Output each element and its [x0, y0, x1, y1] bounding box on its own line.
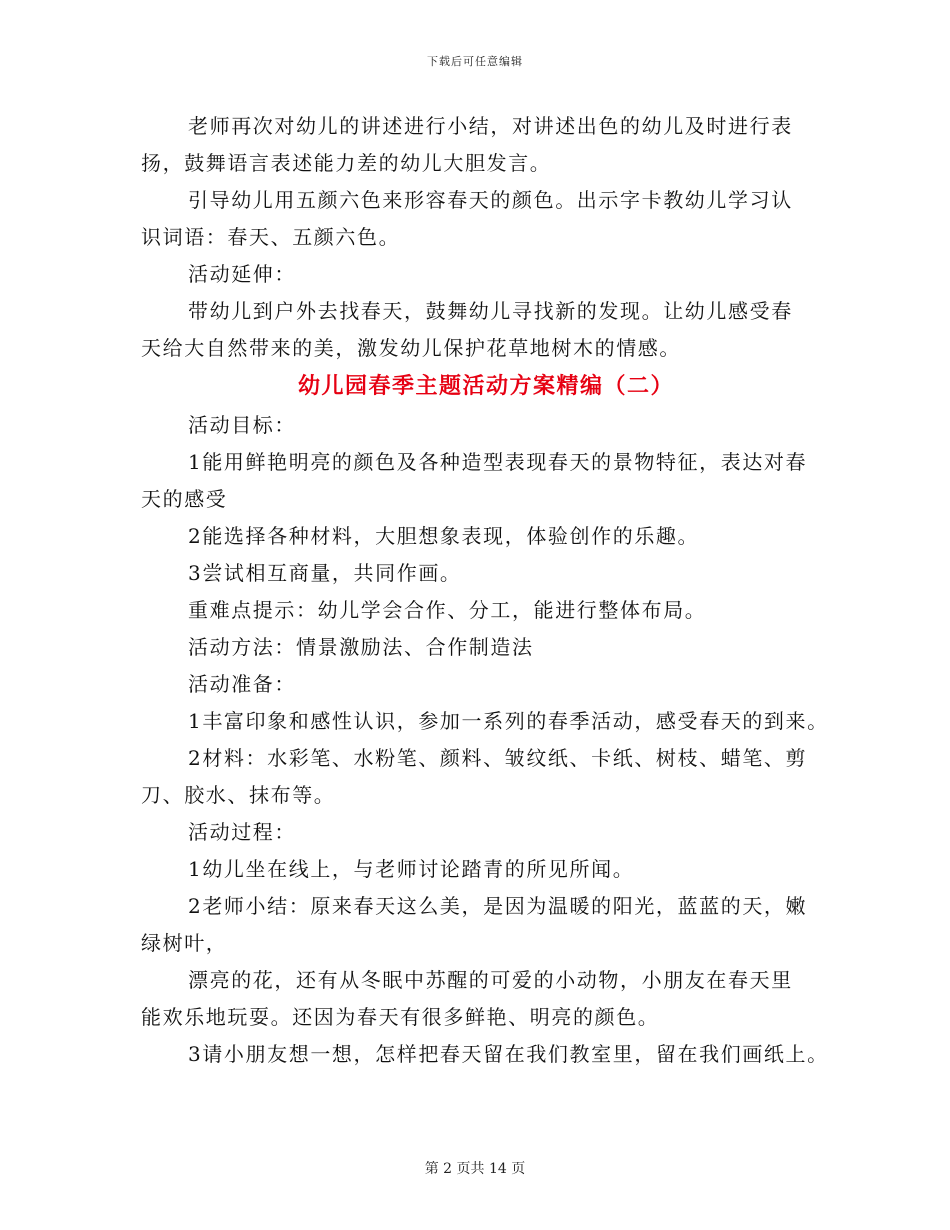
paragraph-line: 漂亮的花，还有从冬眠中苏醒的可爱的小动物，小朋友在春天里: [188, 968, 793, 992]
paragraph-line: 带幼儿到户外去找春天，鼓舞幼儿寻找新的发现。让幼儿感受春: [188, 299, 793, 323]
page-footer: 第 2 页共 14 页: [424, 1161, 526, 1177]
paragraph-line: 活动方法：情景激励法、合作制造法: [188, 635, 534, 659]
paragraph-line: 活动目标：: [188, 413, 296, 437]
paragraph-line: 1丰富印象和感性认识，参加一系列的春季活动，感受春天的到来。: [188, 709, 829, 733]
paragraph-line: 2能选择各种材料，大胆想象表现，体验创作的乐趣。: [188, 524, 700, 548]
paragraph-line: 能欢乐地玩耍。还因为春天有很多鲜艳、明亮的颜色。: [141, 1005, 660, 1029]
paragraph-line: 引导幼儿用五颜六色来形容春天的颜色。出示字卡教幼儿学习认: [188, 188, 793, 212]
paragraph-line: 3尝试相互商量，共同作画。: [188, 561, 462, 585]
paragraph-line: 扬，鼓舞语言表述能力差的幼儿大胆发言。: [141, 151, 552, 175]
paragraph-line: 3请小朋友想一想，怎样把春天留在我们教室里，留在我们画纸上。: [188, 1042, 829, 1066]
paragraph-line: 2老师小结：原来春天这么美，是因为温暖的阳光，蓝蓝的天，嫩: [188, 894, 808, 918]
paragraph-line: 活动延伸：: [188, 262, 296, 286]
paragraph-line: 刀、胶水、抹布等。: [141, 783, 336, 807]
section-title: 幼儿园春季主题活动方案精编（二）: [297, 374, 674, 399]
paragraph-line: 老师再次对幼儿的讲述进行小结，对讲述出色的幼儿及时进行表: [188, 114, 793, 138]
paragraph-line: 活动准备：: [188, 672, 296, 696]
paragraph-line: 天的感受: [141, 487, 228, 511]
paragraph-line: 1能用鲜艳明亮的颜色及各种造型表现春天的景物特征，表达对春: [188, 450, 808, 474]
paragraph-line: 重难点提示：幼儿学会合作、分工，能进行整体布局。: [188, 598, 707, 622]
document-body: [141, 108, 831, 1073]
paragraph-line: 识词语：春天、五颜六色。: [141, 225, 401, 249]
paragraph-line: 绿树叶，: [141, 931, 228, 955]
paragraph-line: 天给大自然带来的美，激发幼儿保护花草地树木的情感。: [141, 336, 681, 360]
paragraph-line: 1幼儿坐在线上，与老师讨论踏青的所见所闻。: [188, 857, 635, 881]
paragraph-line: 2材料：水彩笔、水粉笔、颜料、皱纹纸、卡纸、树枝、蜡笔、剪: [188, 746, 808, 770]
paragraph-line: 活动过程：: [188, 820, 296, 844]
page-header: 下载后可任意编辑: [427, 55, 523, 68]
